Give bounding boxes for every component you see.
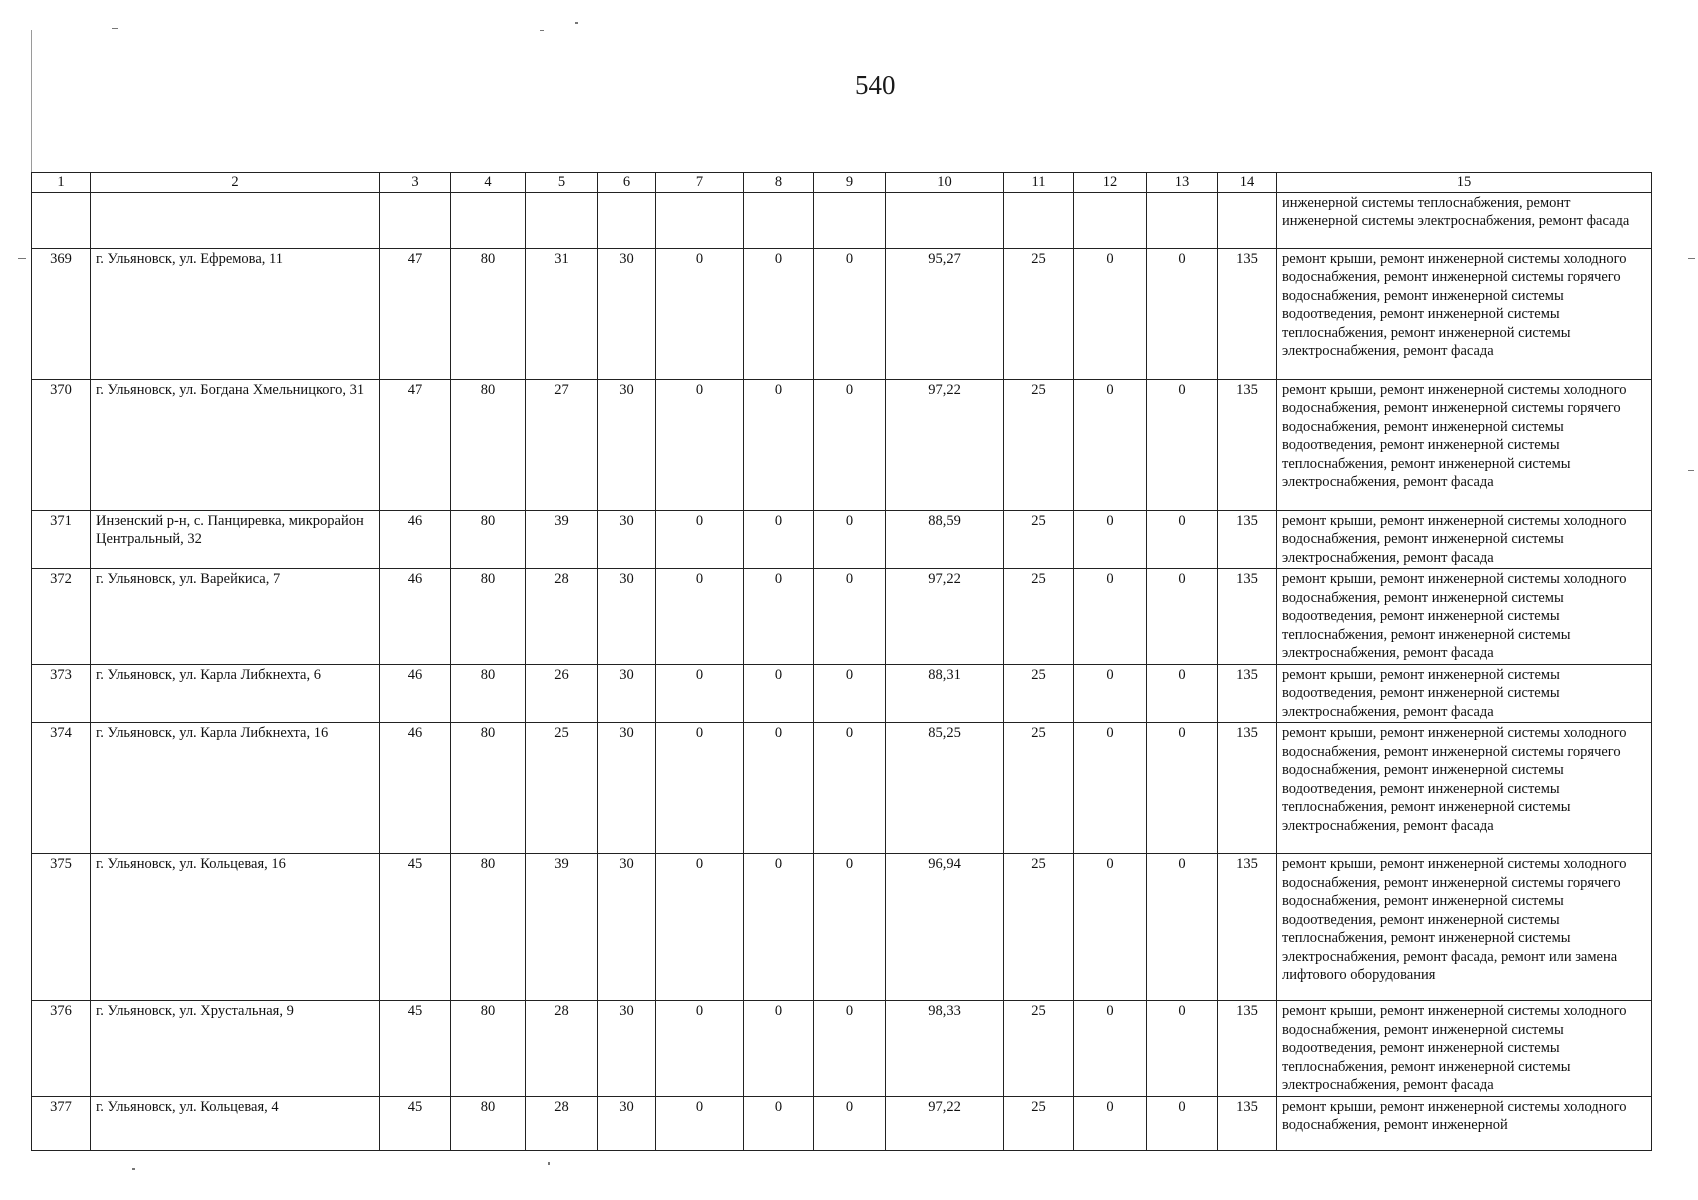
value-cell: 0 xyxy=(1147,510,1218,569)
column-header: 12 xyxy=(1074,173,1147,193)
value-cell: 0 xyxy=(656,1096,744,1150)
scan-speck xyxy=(540,30,544,31)
table-row xyxy=(32,510,1652,569)
value-cell: 0 xyxy=(1074,510,1147,569)
repair-works-cell: ремонт крыши, ремонт инженерной системы холодного водоснабжения, ремонт инженерной системы горячего водоснабжения, ремонт инженерной системы водоотведения, ремонт инженерной системы теплоснабжения, ремонт инженерной системы электроснабжения, ремонт фасада xyxy=(1277,248,1652,379)
repair-works-cell: ремонт крыши, ремонт инженерной системы водоотведения, ремонт инженерной системы электроснабжения, ремонт фасада xyxy=(1277,664,1652,723)
value-cell: 80 xyxy=(451,854,526,1001)
value-cell: 135 xyxy=(1218,854,1277,1001)
column-header: 4 xyxy=(451,173,526,193)
table-row xyxy=(32,379,1652,510)
address-cell: г. Ульяновск, ул. Кольцевая, 4 xyxy=(91,1096,380,1150)
value-cell: 80 xyxy=(451,723,526,854)
column-header: 3 xyxy=(380,173,451,193)
scan-speck xyxy=(132,1168,135,1170)
column-header: 15 xyxy=(1277,173,1652,193)
repair-works-cell: ремонт крыши, ремонт инженерной системы холодного водоснабжения, ремонт инженерной системы водоотведения, ремонт инженерной системы теплоснабжения, ремонт инженерной системы электроснабжения, ремонт фасада xyxy=(1277,569,1652,665)
value-cell: 0 xyxy=(1074,723,1147,854)
value-cell: 25 xyxy=(1004,248,1074,379)
value-cell: 25 xyxy=(1004,379,1074,510)
value-cell: 39 xyxy=(526,854,598,1001)
row-number: 377 xyxy=(32,1096,91,1150)
row-number: 370 xyxy=(32,379,91,510)
value-cell: 0 xyxy=(814,723,886,854)
repair-works-cell: ремонт крыши, ремонт инженерной системы холодного водоснабжения, ремонт инженерной системы горячего водоснабжения, ремонт инженерной системы водоотведения, ремонт инженерной системы теплоснабжения, ремонт инженерной системы электроснабжения, ремонт фасада, ремонт или замена лифтового оборудования xyxy=(1277,854,1652,1001)
address-cell: г. Ульяновск, ул. Кольцевая, 16 xyxy=(91,854,380,1001)
value-cell: 25 xyxy=(1004,854,1074,1001)
column-header: 14 xyxy=(1218,173,1277,193)
value-cell: 0 xyxy=(744,1001,814,1097)
column-header: 11 xyxy=(1004,173,1074,193)
value-cell: 0 xyxy=(1074,854,1147,1001)
row-number: 371 xyxy=(32,510,91,569)
repair-works-cell: ремонт крыши, ремонт инженерной системы холодного водоснабжения, ремонт инженерной системы электроснабжения, ремонт фасада xyxy=(1277,510,1652,569)
value-cell: 0 xyxy=(656,510,744,569)
value-cell: 46 xyxy=(380,510,451,569)
value-cell: 135 xyxy=(1218,723,1277,854)
value-cell: 135 xyxy=(1218,510,1277,569)
value-cell: 0 xyxy=(814,510,886,569)
value-cell: 0 xyxy=(656,664,744,723)
value-cell: 0 xyxy=(1147,1096,1218,1150)
value-cell: 0 xyxy=(814,248,886,379)
value-cell: 0 xyxy=(1147,379,1218,510)
value-cell: 28 xyxy=(526,1001,598,1097)
value-cell: 80 xyxy=(451,1096,526,1150)
value-cell: 0 xyxy=(1147,569,1218,665)
value-cell: 0 xyxy=(656,1001,744,1097)
table-row xyxy=(32,664,1652,723)
row-number: 376 xyxy=(32,1001,91,1097)
value-cell xyxy=(1218,192,1277,248)
repair-works-cell: инженерной системы теплоснабжения, ремонт инженерной системы электроснабжения, ремонт фасада xyxy=(1277,192,1652,248)
scan-speck xyxy=(1688,258,1695,259)
value-cell: 0 xyxy=(1074,664,1147,723)
column-header: 5 xyxy=(526,173,598,193)
value-cell: 97,22 xyxy=(886,379,1004,510)
value-cell: 45 xyxy=(380,1096,451,1150)
value-cell: 97,22 xyxy=(886,1096,1004,1150)
value-cell: 28 xyxy=(526,569,598,665)
value-cell: 28 xyxy=(526,1096,598,1150)
value-cell: 135 xyxy=(1218,1096,1277,1150)
table-row xyxy=(32,723,1652,854)
value-cell: 0 xyxy=(814,1001,886,1097)
value-cell: 0 xyxy=(744,723,814,854)
value-cell: 0 xyxy=(1147,248,1218,379)
value-cell xyxy=(814,192,886,248)
value-cell: 80 xyxy=(451,248,526,379)
value-cell: 80 xyxy=(451,1001,526,1097)
repair-works-cell: ремонт крыши, ремонт инженерной системы холодного водоснабжения, ремонт инженерной системы горячего водоснабжения, ремонт инженерной системы водоотведения, ремонт инженерной системы теплоснабжения, ремонт инженерной системы электроснабжения, ремонт фасада xyxy=(1277,379,1652,510)
value-cell xyxy=(886,192,1004,248)
row-number: 373 xyxy=(32,664,91,723)
table-row xyxy=(32,854,1652,1001)
column-header: 10 xyxy=(886,173,1004,193)
address-cell: г. Ульяновск, ул. Карла Либкнехта, 6 xyxy=(91,664,380,723)
value-cell: 25 xyxy=(1004,723,1074,854)
address-cell: г. Ульяновск, ул. Карла Либкнехта, 16 xyxy=(91,723,380,854)
value-cell: 135 xyxy=(1218,664,1277,723)
value-cell: 85,25 xyxy=(886,723,1004,854)
column-header: 13 xyxy=(1147,173,1218,193)
value-cell: 135 xyxy=(1218,569,1277,665)
value-cell: 88,59 xyxy=(886,510,1004,569)
value-cell: 30 xyxy=(598,569,656,665)
value-cell: 30 xyxy=(598,1096,656,1150)
value-cell: 95,27 xyxy=(886,248,1004,379)
value-cell: 30 xyxy=(598,248,656,379)
value-cell: 47 xyxy=(380,248,451,379)
value-cell: 25 xyxy=(1004,664,1074,723)
value-cell: 0 xyxy=(656,248,744,379)
row-number xyxy=(32,192,91,248)
value-cell: 0 xyxy=(1074,1096,1147,1150)
value-cell: 47 xyxy=(380,379,451,510)
value-cell: 0 xyxy=(744,379,814,510)
value-cell: 80 xyxy=(451,379,526,510)
value-cell: 0 xyxy=(1074,379,1147,510)
row-number: 372 xyxy=(32,569,91,665)
value-cell: 46 xyxy=(380,664,451,723)
value-cell: 0 xyxy=(814,379,886,510)
value-cell: 31 xyxy=(526,248,598,379)
value-cell: 25 xyxy=(1004,1096,1074,1150)
value-cell: 0 xyxy=(744,1096,814,1150)
value-cell: 80 xyxy=(451,510,526,569)
value-cell: 0 xyxy=(656,569,744,665)
value-cell: 0 xyxy=(814,1096,886,1150)
value-cell xyxy=(451,192,526,248)
value-cell xyxy=(656,192,744,248)
value-cell xyxy=(598,192,656,248)
value-cell: 27 xyxy=(526,379,598,510)
value-cell: 96,94 xyxy=(886,854,1004,1001)
value-cell xyxy=(380,192,451,248)
value-cell: 0 xyxy=(744,510,814,569)
address-cell xyxy=(91,192,380,248)
column-number-row xyxy=(32,173,1652,193)
value-cell: 46 xyxy=(380,723,451,854)
scan-speck xyxy=(575,22,578,24)
value-cell: 0 xyxy=(814,569,886,665)
value-cell: 26 xyxy=(526,664,598,723)
column-header: 6 xyxy=(598,173,656,193)
value-cell: 135 xyxy=(1218,248,1277,379)
value-cell: 0 xyxy=(656,854,744,1001)
repair-works-cell: ремонт крыши, ремонт инженерной системы холодного водоснабжения, ремонт инженерной xyxy=(1277,1096,1652,1150)
value-cell: 0 xyxy=(744,854,814,1001)
value-cell: 0 xyxy=(1147,1001,1218,1097)
value-cell: 46 xyxy=(380,569,451,665)
value-cell: 0 xyxy=(1147,854,1218,1001)
column-header: 1 xyxy=(32,173,91,193)
scan-speck xyxy=(18,258,26,259)
value-cell: 30 xyxy=(598,723,656,854)
value-cell: 25 xyxy=(1004,510,1074,569)
scan-speck xyxy=(1688,470,1694,471)
value-cell: 30 xyxy=(598,510,656,569)
row-number: 375 xyxy=(32,854,91,1001)
value-cell: 80 xyxy=(451,569,526,665)
column-header: 7 xyxy=(656,173,744,193)
value-cell: 25 xyxy=(1004,569,1074,665)
value-cell: 25 xyxy=(526,723,598,854)
value-cell xyxy=(526,192,598,248)
column-header: 8 xyxy=(744,173,814,193)
column-header: 2 xyxy=(91,173,380,193)
page-number: 540 xyxy=(855,70,896,100)
value-cell xyxy=(1147,192,1218,248)
table-row xyxy=(32,569,1652,665)
value-cell: 80 xyxy=(451,664,526,723)
column-header: 9 xyxy=(814,173,886,193)
value-cell: 30 xyxy=(598,854,656,1001)
repair-works-cell: ремонт крыши, ремонт инженерной системы холодного водоснабжения, ремонт инженерной системы водоотведения, ремонт инженерной системы теплоснабжения, ремонт инженерной системы электроснабжения, ремонт фасада xyxy=(1277,1001,1652,1097)
address-cell: Инзенский р-н, с. Панциревка, микрорайон Центральный, 32 xyxy=(91,510,380,569)
address-cell: г. Ульяновск, ул. Варейкиса, 7 xyxy=(91,569,380,665)
value-cell: 98,33 xyxy=(886,1001,1004,1097)
address-cell: г. Ульяновск, ул. Богдана Хмельницкого, 31 xyxy=(91,379,380,510)
value-cell: 25 xyxy=(1004,1001,1074,1097)
value-cell: 0 xyxy=(814,664,886,723)
value-cell: 30 xyxy=(598,1001,656,1097)
table-row xyxy=(32,1096,1652,1150)
value-cell: 0 xyxy=(1074,569,1147,665)
value-cell: 0 xyxy=(744,569,814,665)
table-row xyxy=(32,1001,1652,1097)
value-cell: 30 xyxy=(598,664,656,723)
table-row xyxy=(32,248,1652,379)
value-cell: 0 xyxy=(656,379,744,510)
value-cell: 0 xyxy=(1074,1001,1147,1097)
row-number: 369 xyxy=(32,248,91,379)
value-cell: 39 xyxy=(526,510,598,569)
value-cell: 0 xyxy=(744,664,814,723)
repair-works-cell: ремонт крыши, ремонт инженерной системы холодного водоснабжения, ремонт инженерной системы горячего водоснабжения, ремонт инженерной системы водоотведения, ремонт инженерной системы теплоснабжения, ремонт инженерной системы электроснабжения, ремонт фасада xyxy=(1277,723,1652,854)
address-cell: г. Ульяновск, ул. Ефремова, 11 xyxy=(91,248,380,379)
value-cell: 135 xyxy=(1218,1001,1277,1097)
value-cell: 45 xyxy=(380,1001,451,1097)
value-cell: 0 xyxy=(1147,723,1218,854)
scan-speck xyxy=(548,1162,550,1165)
value-cell: 97,22 xyxy=(886,569,1004,665)
value-cell: 88,31 xyxy=(886,664,1004,723)
value-cell xyxy=(1074,192,1147,248)
value-cell: 135 xyxy=(1218,379,1277,510)
value-cell xyxy=(744,192,814,248)
value-cell xyxy=(1004,192,1074,248)
value-cell: 0 xyxy=(744,248,814,379)
table-row xyxy=(32,192,1652,248)
scan-speck xyxy=(112,28,118,29)
capital-repair-table xyxy=(31,172,1652,1151)
row-number: 374 xyxy=(32,723,91,854)
value-cell: 45 xyxy=(380,854,451,1001)
value-cell: 0 xyxy=(814,854,886,1001)
address-cell: г. Ульяновск, ул. Хрустальная, 9 xyxy=(91,1001,380,1097)
value-cell: 0 xyxy=(1074,248,1147,379)
value-cell: 0 xyxy=(1147,664,1218,723)
value-cell: 30 xyxy=(598,379,656,510)
value-cell: 0 xyxy=(656,723,744,854)
